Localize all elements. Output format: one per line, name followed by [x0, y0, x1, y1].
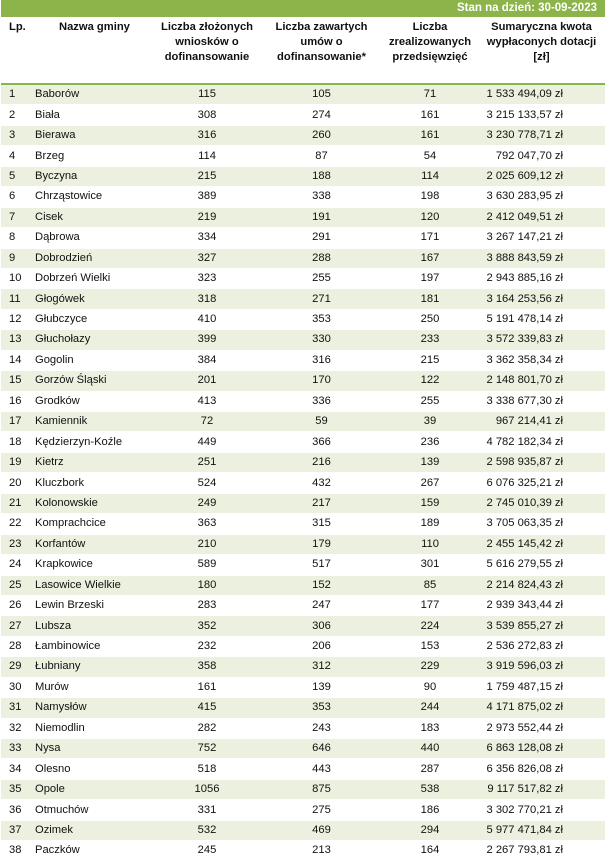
header-applications: Liczba złożonych wniosków o dofinansowanie	[153, 17, 261, 84]
cell-name: Baborów	[31, 84, 153, 105]
cell-name: Łambinowice	[31, 636, 153, 656]
cell-realized: 250	[382, 309, 478, 329]
cell-amount: 9 117 517,82 zł	[478, 779, 605, 799]
table-row	[1, 473, 605, 493]
cell-contracts: 274	[261, 105, 382, 125]
cell-lp: 33	[1, 739, 31, 759]
cell-lp: 24	[1, 555, 31, 575]
cell-realized: 255	[382, 391, 478, 411]
cell-amount: 2 455 145,42 zł	[478, 534, 605, 554]
cell-realized: 538	[382, 779, 478, 799]
cell-contracts: 288	[261, 248, 382, 268]
table-row	[1, 514, 605, 534]
cell-contracts: 875	[261, 779, 382, 799]
cell-applications: 518	[153, 759, 261, 779]
cell-contracts: 275	[261, 800, 382, 820]
cell-realized: 167	[382, 248, 478, 268]
header-lp: Lp.	[1, 17, 31, 84]
cell-lp: 9	[1, 248, 31, 268]
cell-applications: 410	[153, 309, 261, 329]
cell-realized: 90	[382, 677, 478, 697]
cell-applications: 180	[153, 575, 261, 595]
cell-contracts: 170	[261, 371, 382, 391]
cell-name: Biała	[31, 105, 153, 125]
header-name: Nazwa gminy	[31, 17, 153, 84]
cell-realized: 181	[382, 289, 478, 309]
cell-applications: 215	[153, 166, 261, 186]
cell-name: Ozimek	[31, 820, 153, 840]
cell-lp: 21	[1, 493, 31, 513]
cell-contracts: 206	[261, 636, 382, 656]
cell-amount: 6 076 325,21 zł	[478, 473, 605, 493]
cell-name: Namysłów	[31, 698, 153, 718]
cell-contracts: 213	[261, 841, 382, 861]
table-row	[1, 698, 605, 718]
table-row	[1, 166, 605, 186]
cell-contracts: 443	[261, 759, 382, 779]
cell-lp: 28	[1, 636, 31, 656]
cell-amount: 3 215 133,57 zł	[478, 105, 605, 125]
cell-contracts: 432	[261, 473, 382, 493]
cell-name: Krapkowice	[31, 555, 153, 575]
cell-amount: 967 214,41 zł	[478, 412, 605, 432]
cell-realized: 164	[382, 841, 478, 861]
cell-amount: 3 230 778,71 zł	[478, 125, 605, 145]
cell-name: Lasowice Wielkie	[31, 575, 153, 595]
cell-applications: 399	[153, 330, 261, 350]
cell-realized: 215	[382, 350, 478, 370]
cell-realized: 197	[382, 268, 478, 288]
cell-name: Głogówek	[31, 289, 153, 309]
cell-applications: 358	[153, 657, 261, 677]
cell-realized: 198	[382, 187, 478, 207]
cell-contracts: 291	[261, 228, 382, 248]
table-row	[1, 412, 605, 432]
cell-amount: 792 047,70 zł	[478, 146, 605, 166]
cell-applications: 331	[153, 800, 261, 820]
cell-realized: 71	[382, 84, 478, 105]
table-row	[1, 759, 605, 779]
table-row	[1, 371, 605, 391]
cell-realized: 153	[382, 636, 478, 656]
table-row	[1, 739, 605, 759]
cell-amount: 2 267 793,81 zł	[478, 841, 605, 861]
cell-name: Niemodlin	[31, 718, 153, 738]
cell-amount: 2 745 010,39 zł	[478, 493, 605, 513]
cell-applications: 327	[153, 248, 261, 268]
cell-name: Korfantów	[31, 534, 153, 554]
cell-realized: 120	[382, 207, 478, 227]
cell-contracts: 152	[261, 575, 382, 595]
cell-lp: 34	[1, 759, 31, 779]
cell-lp: 32	[1, 718, 31, 738]
cell-contracts: 315	[261, 514, 382, 534]
cell-realized: 110	[382, 534, 478, 554]
cell-contracts: 336	[261, 391, 382, 411]
cell-realized: 161	[382, 125, 478, 145]
cell-applications: 232	[153, 636, 261, 656]
cell-applications: 415	[153, 698, 261, 718]
cell-applications: 334	[153, 228, 261, 248]
cell-lp: 26	[1, 595, 31, 615]
cell-lp: 23	[1, 534, 31, 554]
table-row	[1, 555, 605, 575]
cell-amount: 6 863 128,08 zł	[478, 739, 605, 759]
table-row	[1, 309, 605, 329]
cell-amount: 2 939 343,44 zł	[478, 595, 605, 615]
cell-lp: 19	[1, 452, 31, 472]
cell-lp: 38	[1, 841, 31, 861]
table-row	[1, 657, 605, 677]
cell-lp: 18	[1, 432, 31, 452]
cell-applications: 72	[153, 412, 261, 432]
table-row	[1, 105, 605, 125]
cell-name: Brzeg	[31, 146, 153, 166]
table-row	[1, 289, 605, 309]
cell-amount: 3 362 358,34 zł	[478, 350, 605, 370]
cell-contracts: 87	[261, 146, 382, 166]
cell-name: Kietrz	[31, 452, 153, 472]
cell-lp: 2	[1, 105, 31, 125]
cell-lp: 4	[1, 146, 31, 166]
cell-applications: 352	[153, 616, 261, 636]
header-contracts: Liczba zawartych umów o dofinansowanie*	[261, 17, 382, 84]
table-row	[1, 452, 605, 472]
cell-contracts: 247	[261, 595, 382, 615]
cell-amount: 2 943 885,16 zł	[478, 268, 605, 288]
cell-lp: 25	[1, 575, 31, 595]
cell-realized: 236	[382, 432, 478, 452]
cell-lp: 37	[1, 820, 31, 840]
cell-applications: 161	[153, 677, 261, 697]
report-table-container	[1, 0, 605, 862]
cell-name: Dobrzeń Wielki	[31, 268, 153, 288]
cell-contracts: 260	[261, 125, 382, 145]
table-row	[1, 84, 605, 105]
cell-lp: 3	[1, 125, 31, 145]
cell-applications: 449	[153, 432, 261, 452]
cell-contracts: 105	[261, 84, 382, 105]
cell-lp: 7	[1, 207, 31, 227]
cell-lp: 14	[1, 350, 31, 370]
cell-lp: 5	[1, 166, 31, 186]
table-row	[1, 187, 605, 207]
table-row	[1, 248, 605, 268]
table-row	[1, 228, 605, 248]
cell-lp: 36	[1, 800, 31, 820]
cell-amount: 1 759 487,15 zł	[478, 677, 605, 697]
cell-realized: 177	[382, 595, 478, 615]
cell-contracts: 306	[261, 616, 382, 636]
cell-contracts: 59	[261, 412, 382, 432]
cell-amount: 3 302 770,21 zł	[478, 800, 605, 820]
cell-lp: 30	[1, 677, 31, 697]
cell-lp: 15	[1, 371, 31, 391]
cell-contracts: 191	[261, 207, 382, 227]
cell-name: Paczków	[31, 841, 153, 861]
cell-lp: 17	[1, 412, 31, 432]
table-row	[1, 391, 605, 411]
cell-applications: 1056	[153, 779, 261, 799]
cell-amount: 2 412 049,51 zł	[478, 207, 605, 227]
cell-applications: 318	[153, 289, 261, 309]
cell-applications: 115	[153, 84, 261, 105]
cell-applications: 363	[153, 514, 261, 534]
table-row	[1, 207, 605, 227]
cell-name: Otmuchów	[31, 800, 153, 820]
cell-applications: 589	[153, 555, 261, 575]
table-row	[1, 595, 605, 615]
table-row	[1, 820, 605, 840]
table-row	[1, 125, 605, 145]
table-row	[1, 268, 605, 288]
cell-contracts: 469	[261, 820, 382, 840]
cell-name: Bierawa	[31, 125, 153, 145]
cell-contracts: 316	[261, 350, 382, 370]
cell-contracts: 179	[261, 534, 382, 554]
cell-name: Chrząstowice	[31, 187, 153, 207]
cell-name: Nysa	[31, 739, 153, 759]
header-amount: Sumaryczna kwota wypłaconych dotacji [zł]	[478, 17, 605, 84]
cell-contracts: 517	[261, 555, 382, 575]
table-row	[1, 432, 605, 452]
cell-applications: 524	[153, 473, 261, 493]
cell-amount: 3 705 063,35 zł	[478, 514, 605, 534]
cell-realized: 287	[382, 759, 478, 779]
table-row	[1, 575, 605, 595]
cell-amount: 1 533 494,09 zł	[478, 84, 605, 105]
cell-amount: 4 171 875,02 zł	[478, 698, 605, 718]
cell-realized: 183	[382, 718, 478, 738]
cell-applications: 249	[153, 493, 261, 513]
table-header-row	[1, 17, 605, 84]
header-realized: Liczba zrealizowanych przedsięwzięć	[382, 17, 478, 84]
cell-contracts: 366	[261, 432, 382, 452]
cell-realized: 54	[382, 146, 478, 166]
cell-name: Głuchołazy	[31, 330, 153, 350]
cell-name: Opole	[31, 779, 153, 799]
cell-contracts: 216	[261, 452, 382, 472]
cell-amount: 5 977 471,84 zł	[478, 820, 605, 840]
cell-contracts: 255	[261, 268, 382, 288]
cell-realized: 233	[382, 330, 478, 350]
table-row	[1, 350, 605, 370]
cell-realized: 139	[382, 452, 478, 472]
cell-amount: 2 148 801,70 zł	[478, 371, 605, 391]
cell-name: Kolonowskie	[31, 493, 153, 513]
cell-contracts: 353	[261, 309, 382, 329]
cell-amount: 2 536 272,83 zł	[478, 636, 605, 656]
cell-applications: 752	[153, 739, 261, 759]
cell-name: Głubczyce	[31, 309, 153, 329]
cell-contracts: 243	[261, 718, 382, 738]
cell-applications: 210	[153, 534, 261, 554]
cell-realized: 114	[382, 166, 478, 186]
cell-contracts: 217	[261, 493, 382, 513]
cell-name: Olesno	[31, 759, 153, 779]
cell-amount: 3 630 283,95 zł	[478, 187, 605, 207]
table-row	[1, 146, 605, 166]
cell-realized: 161	[382, 105, 478, 125]
table-row	[1, 677, 605, 697]
table-row	[1, 718, 605, 738]
cell-name: Kędzierzyn-Koźle	[31, 432, 153, 452]
cell-amount: 3 338 677,30 zł	[478, 391, 605, 411]
cell-lp: 10	[1, 268, 31, 288]
cell-realized: 267	[382, 473, 478, 493]
cell-amount: 3 164 253,56 zł	[478, 289, 605, 309]
cell-applications: 413	[153, 391, 261, 411]
cell-lp: 11	[1, 289, 31, 309]
cell-name: Byczyna	[31, 166, 153, 186]
cell-applications: 283	[153, 595, 261, 615]
cell-realized: 171	[382, 228, 478, 248]
cell-realized: 122	[382, 371, 478, 391]
cell-amount: 5 616 279,55 zł	[478, 555, 605, 575]
cell-applications: 114	[153, 146, 261, 166]
cell-lp: 6	[1, 187, 31, 207]
cell-name: Murów	[31, 677, 153, 697]
cell-amount: 5 191 478,14 zł	[478, 309, 605, 329]
cell-realized: 85	[382, 575, 478, 595]
cell-name: Gorzów Śląski	[31, 371, 153, 391]
cell-realized: 189	[382, 514, 478, 534]
cell-realized: 440	[382, 739, 478, 759]
cell-applications: 316	[153, 125, 261, 145]
cell-amount: 3 572 339,83 zł	[478, 330, 605, 350]
cell-amount: 3 888 843,59 zł	[478, 248, 605, 268]
cell-lp: 35	[1, 779, 31, 799]
cell-name: Grodków	[31, 391, 153, 411]
table-row	[1, 330, 605, 350]
cell-contracts: 338	[261, 187, 382, 207]
cell-realized: 186	[382, 800, 478, 820]
cell-realized: 244	[382, 698, 478, 718]
cell-name: Lubsza	[31, 616, 153, 636]
cell-applications: 201	[153, 371, 261, 391]
cell-amount: 2 025 609,12 zł	[478, 166, 605, 186]
cell-amount: 4 782 182,34 zł	[478, 432, 605, 452]
cell-amount: 2 598 935,87 zł	[478, 452, 605, 472]
cell-lp: 16	[1, 391, 31, 411]
cell-applications: 245	[153, 841, 261, 861]
cell-contracts: 139	[261, 677, 382, 697]
cell-applications: 282	[153, 718, 261, 738]
cell-name: Kamiennik	[31, 412, 153, 432]
cell-lp: 20	[1, 473, 31, 493]
cell-applications: 219	[153, 207, 261, 227]
table-row	[1, 841, 605, 861]
cell-applications: 384	[153, 350, 261, 370]
cell-amount: 6 356 826,08 zł	[478, 759, 605, 779]
cell-lp: 27	[1, 616, 31, 636]
cell-applications: 532	[153, 820, 261, 840]
cell-realized: 294	[382, 820, 478, 840]
cell-contracts: 646	[261, 739, 382, 759]
cell-applications: 389	[153, 187, 261, 207]
table-row	[1, 779, 605, 799]
cell-name: Komprachcice	[31, 514, 153, 534]
table-row	[1, 636, 605, 656]
cell-name: Cisek	[31, 207, 153, 227]
cell-applications: 323	[153, 268, 261, 288]
cell-lp: 13	[1, 330, 31, 350]
cell-amount: 2 214 824,43 zł	[478, 575, 605, 595]
table-row	[1, 493, 605, 513]
cell-contracts: 271	[261, 289, 382, 309]
cell-name: Dobrodzień	[31, 248, 153, 268]
cell-lp: 29	[1, 657, 31, 677]
cell-name: Lewin Brzeski	[31, 595, 153, 615]
cell-name: Gogolin	[31, 350, 153, 370]
cell-amount: 3 267 147,21 zł	[478, 228, 605, 248]
cell-amount: 2 973 552,44 zł	[478, 718, 605, 738]
cell-applications: 251	[153, 452, 261, 472]
cell-realized: 224	[382, 616, 478, 636]
cell-lp: 31	[1, 698, 31, 718]
status-date: Stan na dzień: 30-09-2023	[1, 0, 605, 17]
cell-realized: 159	[382, 493, 478, 513]
cell-amount: 3 919 596,03 zł	[478, 657, 605, 677]
cell-lp: 1	[1, 84, 31, 105]
table-row	[1, 534, 605, 554]
cell-contracts: 312	[261, 657, 382, 677]
cell-lp: 12	[1, 309, 31, 329]
cell-realized: 39	[382, 412, 478, 432]
cell-lp: 22	[1, 514, 31, 534]
table-row	[1, 800, 605, 820]
cell-name: Dąbrowa	[31, 228, 153, 248]
subsidy-table	[1, 17, 605, 862]
cell-contracts: 330	[261, 330, 382, 350]
cell-applications: 308	[153, 105, 261, 125]
cell-name: Kluczbork	[31, 473, 153, 493]
cell-realized: 229	[382, 657, 478, 677]
cell-name: Łubniany	[31, 657, 153, 677]
table-row	[1, 616, 605, 636]
cell-contracts: 188	[261, 166, 382, 186]
cell-lp: 8	[1, 228, 31, 248]
cell-amount: 3 539 855,27 zł	[478, 616, 605, 636]
cell-contracts: 353	[261, 698, 382, 718]
cell-realized: 301	[382, 555, 478, 575]
